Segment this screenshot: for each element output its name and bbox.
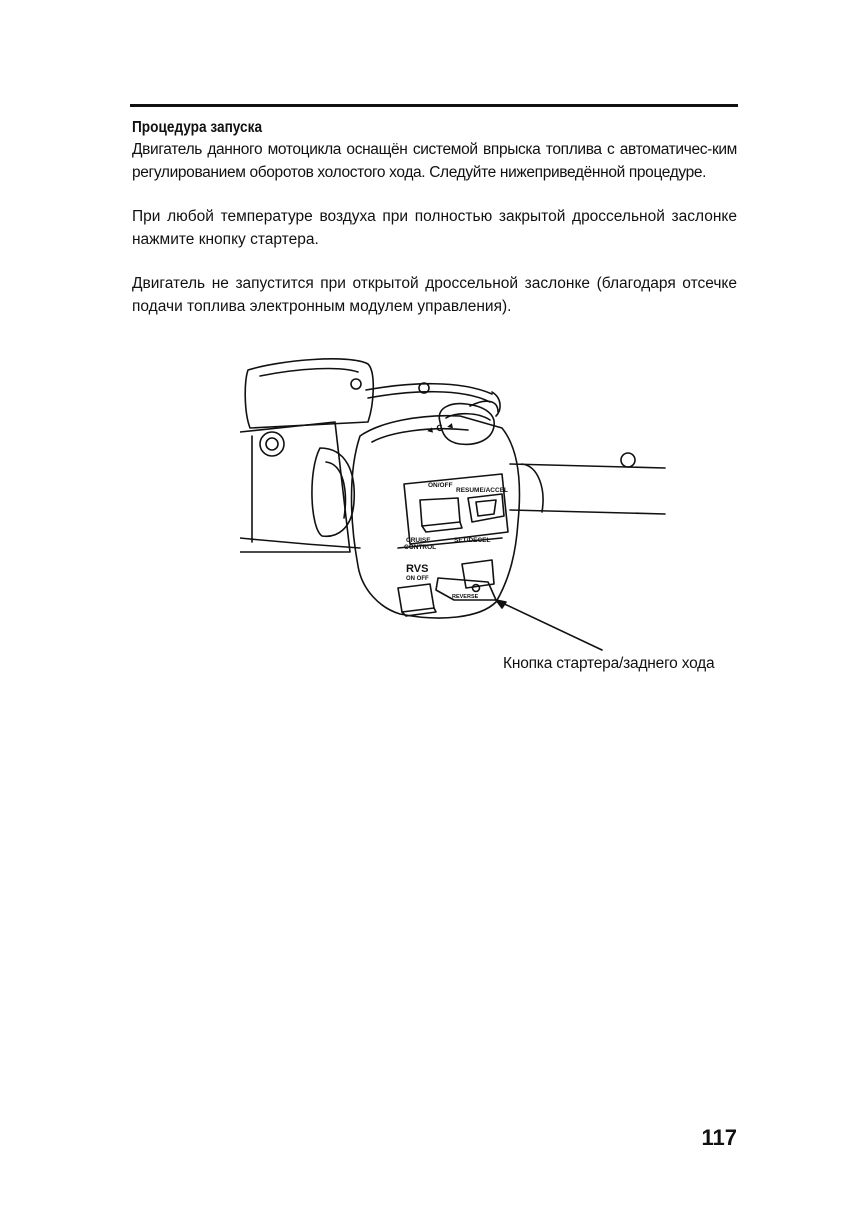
resume-accel-button	[468, 494, 504, 522]
callout-leader-line	[496, 600, 602, 650]
page-number: 117	[701, 1125, 737, 1150]
label-cruise: CRUISE	[406, 537, 431, 544]
label-reverse: REVERSE	[452, 594, 479, 600]
paragraph-start-instruction: При любой температуре воздуха при полностью закрытой дроссельной заслонке нажмите кнопку стартера.	[132, 208, 737, 248]
label-on-off: ON/OFF	[428, 482, 453, 489]
section-title: Процедура запуска	[132, 119, 263, 136]
knob-marking: ◄ C ◄	[424, 420, 456, 436]
label-control: CONTROL	[404, 544, 437, 551]
callout-starter-reverse: Кнопка стартера/заднего хода	[503, 655, 715, 672]
label-rvs: RVS	[406, 563, 429, 575]
rvs-on-off-button	[398, 584, 434, 612]
section-content	[132, 117, 737, 318]
paragraph-throttle-note: Двигатель не запустится при открытой дроссельной заслонке (благодаря отсечке подачи топлива электронным модулем управления).	[132, 275, 737, 315]
top-rule	[130, 104, 738, 107]
handlebar-switch-illustration	[240, 352, 670, 652]
paragraph-intro: Двигатель данного мотоцикла оснащён системой впрыска топлива с автоматичес-ким регулированием оборотов холостого хода. Следуйте нижеприведённой процедуре.	[132, 141, 737, 181]
label-set-decel: SET/DECEL	[454, 537, 491, 544]
handlebar-tube	[510, 510, 665, 514]
cruise-on-off-button	[420, 498, 460, 526]
label-resume-accel: RESUME/ACCEL	[456, 487, 509, 494]
switch-housing	[352, 416, 520, 618]
callout-arrowhead	[496, 600, 506, 608]
label-rvs-on-off: ON OFF	[406, 576, 429, 582]
